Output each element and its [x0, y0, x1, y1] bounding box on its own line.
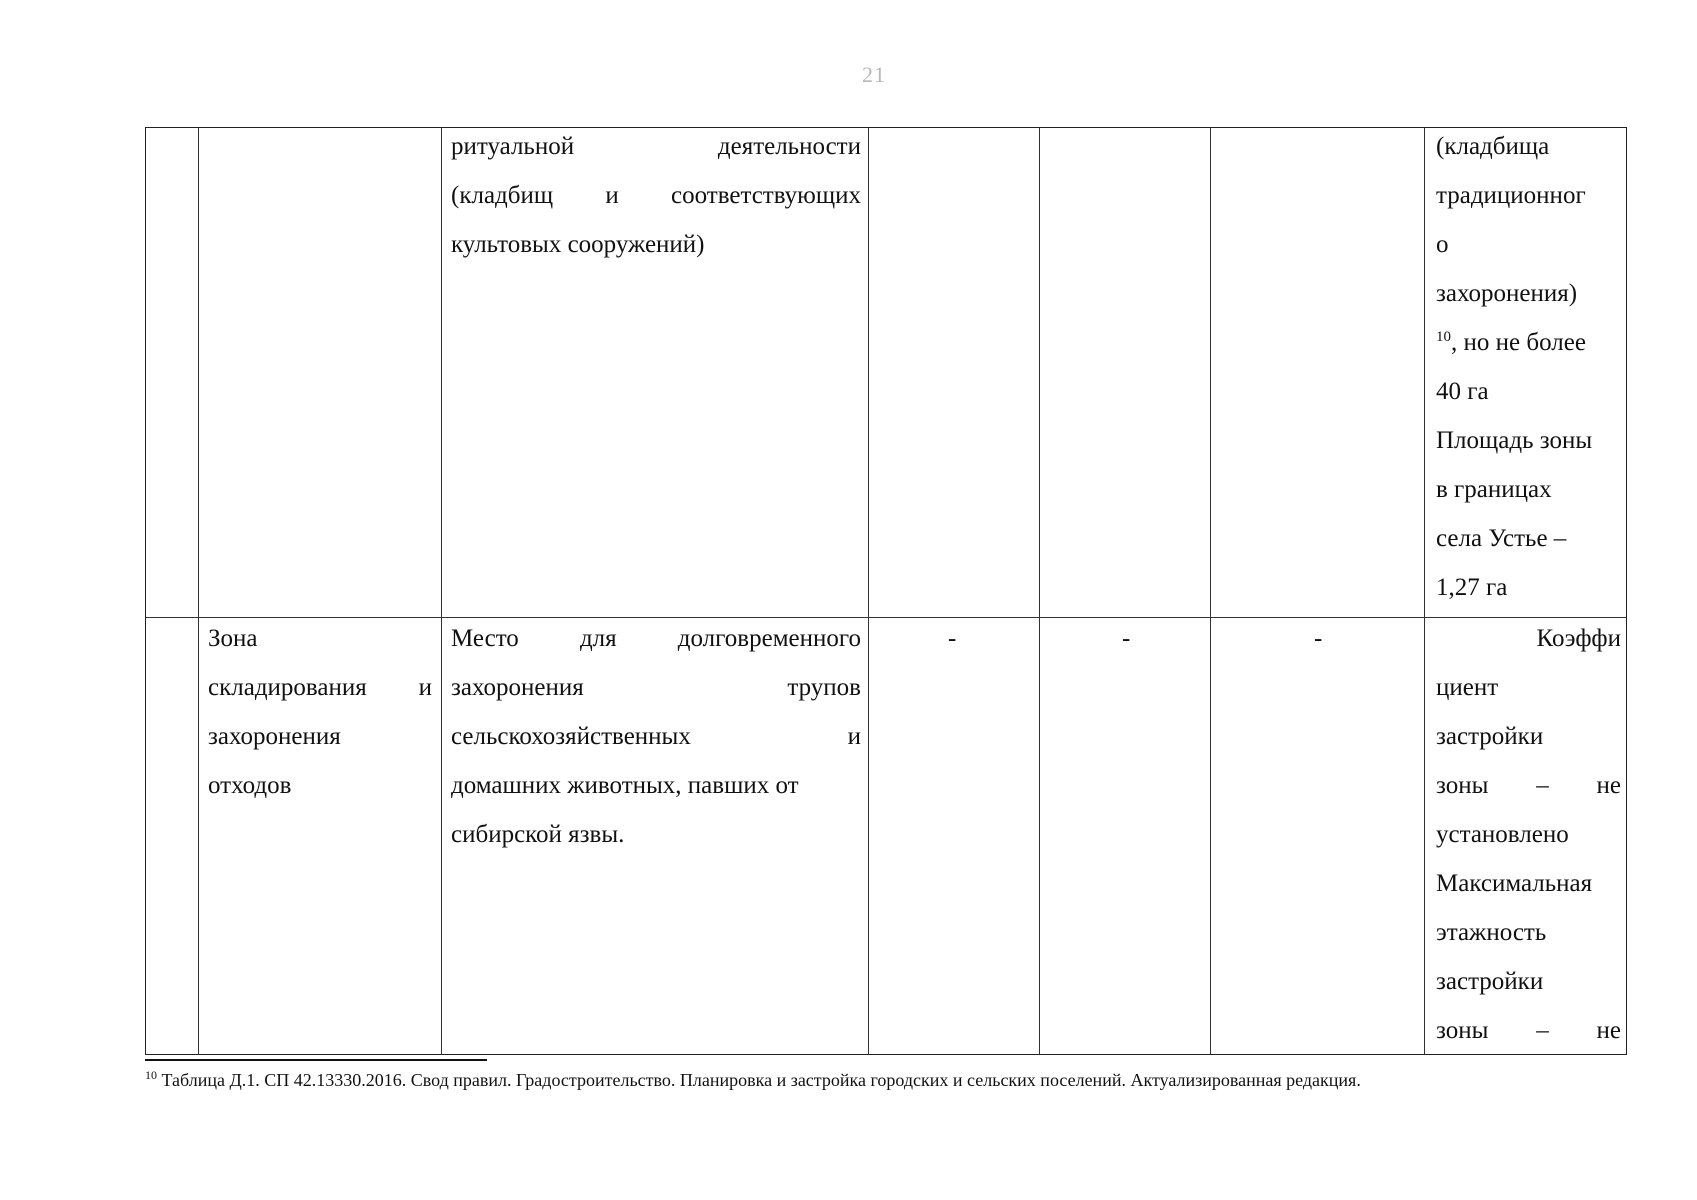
- column-divider: [441, 128, 442, 1054]
- text-line: застройки: [1436, 723, 1544, 750]
- text-line: [208, 761, 432, 810]
- text-word: не: [1596, 772, 1621, 799]
- text-line: [1436, 761, 1621, 810]
- column-divider: [1039, 128, 1040, 1054]
- text-line: [451, 761, 861, 810]
- text-line: села Устье –: [1436, 525, 1567, 552]
- text-line: [451, 663, 861, 712]
- text-line: [451, 712, 861, 761]
- text-line: [1436, 318, 1621, 367]
- text-word: отходов: [208, 772, 292, 799]
- text-line: (кладбища: [1436, 133, 1550, 160]
- text-line: [208, 614, 432, 663]
- text-word: долговременного: [677, 625, 861, 652]
- text-line: о: [1436, 231, 1449, 258]
- text-word: не: [1596, 1017, 1621, 1044]
- text-word: и: [847, 723, 861, 750]
- column-divider: [868, 128, 869, 1054]
- text-word: –: [1536, 1017, 1549, 1044]
- text-line: 40 га: [1436, 378, 1489, 405]
- text-word: Зона: [208, 625, 258, 652]
- text-word: сибирской язвы.: [451, 821, 625, 848]
- text-word: захоронения: [451, 674, 584, 701]
- row2-col4-value: -: [948, 625, 957, 652]
- row2-parameters-cell: [1436, 614, 1621, 1055]
- text-line: Коэффи: [1536, 625, 1621, 652]
- text-line: этажность: [1436, 919, 1547, 946]
- text-line: [1436, 1006, 1621, 1055]
- footnote-text: Таблица Д.1. СП 42.13330.2016. Свод правил. Градостроительство. Планировка и застройка городских и сельских поселений. Актуализированная редакция.: [157, 1070, 1361, 1090]
- text-word: сельскохозяйственных: [451, 723, 691, 750]
- text-line: [451, 614, 861, 663]
- text-word: захоронения: [208, 723, 341, 750]
- text-line: в границах: [1436, 476, 1552, 503]
- footnote-separator: [145, 1059, 487, 1061]
- footnote: [145, 1070, 1361, 1091]
- text-line: [451, 220, 861, 269]
- text-word: складирования: [208, 674, 367, 701]
- text-line: 1,27 га: [1436, 574, 1508, 601]
- text-word: домашних животных, павших от: [451, 772, 799, 799]
- text-word: и: [418, 674, 432, 701]
- column-divider: [1424, 128, 1425, 1054]
- footnote-reference: 10: [1436, 329, 1451, 345]
- text-word: культовых сооружений): [451, 231, 705, 258]
- row1-parameters-cell: [1436, 122, 1621, 612]
- text-line: [208, 712, 432, 761]
- row1-description-cell: [451, 122, 861, 269]
- text-line: традиционног: [1436, 182, 1586, 209]
- page-number: 21: [862, 62, 886, 87]
- footnote-number: 10: [145, 1068, 157, 1082]
- text-word: (кладбищ: [451, 182, 554, 209]
- text-line: циент: [1436, 674, 1499, 701]
- text-line: [451, 810, 861, 859]
- text-word: зоны: [1436, 772, 1489, 799]
- text-line: установлено: [1436, 821, 1569, 848]
- text-word: трупов: [787, 674, 861, 701]
- text-fragment: , но не более: [1451, 329, 1586, 356]
- text-line: Площадь зоны: [1436, 427, 1593, 454]
- text-word: соответствующих: [671, 182, 861, 209]
- text-word: Место: [451, 625, 519, 652]
- column-divider: [198, 128, 199, 1054]
- text-word: –: [1536, 772, 1549, 799]
- text-word: и: [605, 182, 619, 209]
- text-line: захоронения): [1436, 280, 1578, 307]
- text-line: [451, 122, 861, 171]
- text-line: застройки: [1436, 968, 1544, 995]
- text-word: ритуальной: [451, 133, 575, 160]
- text-line: [451, 171, 861, 220]
- text-line: [208, 663, 432, 712]
- zones-table: [145, 127, 1627, 1055]
- row2-col6-value: -: [1314, 625, 1323, 652]
- text-word: деятельности: [717, 133, 861, 160]
- row2-col5-value: -: [1122, 625, 1131, 652]
- column-divider: [1210, 128, 1211, 1054]
- text-word: зоны: [1436, 1017, 1489, 1044]
- text-word: для: [579, 625, 617, 652]
- row2-description-cell: [451, 614, 861, 859]
- row2-zone-name-cell: [208, 614, 432, 810]
- text-line: Максимальная: [1436, 870, 1593, 897]
